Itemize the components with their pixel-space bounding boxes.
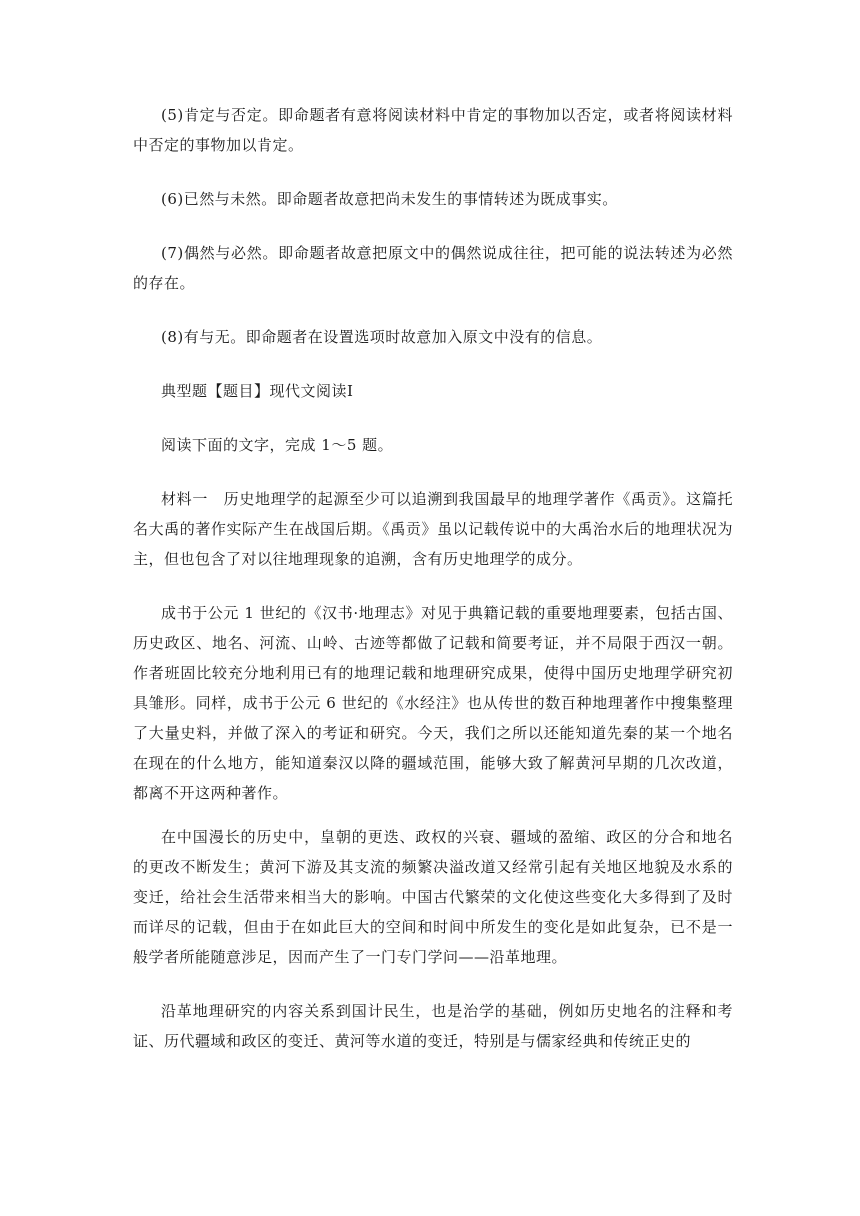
paragraph-point-6: (6)已然与未然。即命题者故意把尚未发生的事情转述为既成事实。 [161,190,618,208]
paragraph-point-8: (8)有与无。即命题者在设置选项时故意加入原文中没有的信息。 [161,328,603,346]
paragraph-point-5: (5)肯定与否定。即命题者有意将阅读材料中肯定的事物加以否定，或者将阅读材料中否定的事物加以肯定。 [133,106,733,154]
evolution-research-paragraph: 沿革地理研究的内容关系到国计民生，也是治学的基础，例如历史地名的注释和考证、历代疆域和政区的变迁、黄河等水道的变迁，特别是与儒家经典和传统正史的 [133,1002,733,1050]
reading-instruction: 阅读下面的文字，完成 1～5 题。 [161,436,394,454]
paragraph-point-7: (7)偶然与必然。即命题者故意把原文中的偶然说成往往，把可能的说法转述为必然的存在。 [133,244,733,292]
material-one-paragraph: 材料一 历史地理学的起源至少可以追溯到我国最早的地理学著作《禹贡》。这篇托名大禹的著作实际产生在战国后期。《禹贡》虽以记载传说中的大禹治水后的地理状况为主，但也包含了对以往地理现象的追溯，含有历史地理学的成分。 [133,490,733,568]
section-heading-typical-question: 典型题【题目】现代文阅读Ⅰ [161,382,354,400]
hanshu-shuijingzhu-paragraph: 成书于公元 1 世纪的《汉书·地理志》对见于典籍记载的重要地理要素，包括古国、历史政区、地名、河流、山岭、古迹等都做了记载和简要考证，并不局限于西汉一朝。作者班固比较充分地利用已有的地理记载和地理研究成果，使得中国历史地理学研究初具雏形。同样，成书于公元 6 世纪的《水经注》也从传世的数百种地理著作中搜集整理了大量史料，并做了深入的考证和研究。今天，我们之所以还能知道先秦的某一个地名在现在的什么地方，能知道秦汉以降的疆域范围，能够大致了解黄河早期的几次改道，都离不开这两种著作。 [133,604,733,802]
evolution-geography-paragraph: 在中国漫长的历史中，皇朝的更迭、政权的兴衰、疆域的盈缩、政区的分合和地名的更改不断发生；黄河下游及其支流的频繁决溢改道又经常引起有关地区地貌及水系的变迁，给社会生活带来相当大的影响。中国古代繁荣的文化使这些变化大多得到了及时而详尽的记载，但由于在如此巨大的空间和时间中所发生的变化是如此复杂，已不是一般学者所能随意涉足，因而产生了一门专门学问——沿革地理。 [133,828,733,966]
